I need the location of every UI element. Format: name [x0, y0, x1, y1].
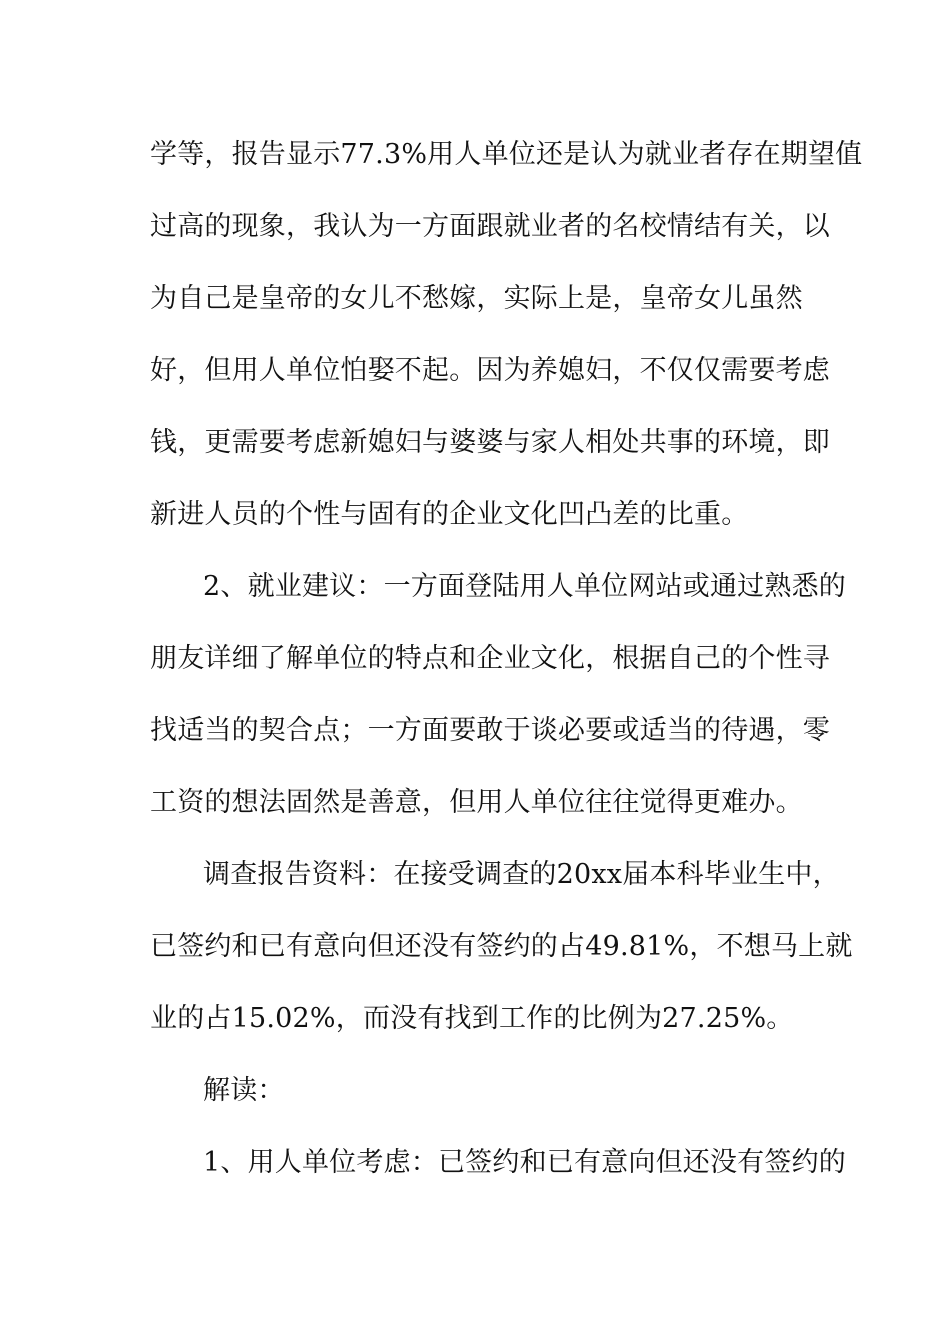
paragraph-line: 为自己是皇帝的女儿不愁嫁，实际上是，皇帝女儿虽然 — [150, 283, 803, 314]
paragraph-line: 朋友详细了解单位的特点和企业文化，根据自己的个性寻 — [150, 643, 830, 674]
paragraph-line: 找适当的契合点；一方面要敢于谈必要或适当的待遇，零 — [150, 715, 830, 746]
paragraph-line: 1、用人单位考虑：已签约和已有意向但还没有签约的 — [203, 1147, 846, 1178]
paragraph-line: 已签约和已有意向但还没有签约的占49.81%，不想马上就 — [150, 931, 853, 962]
paragraph-line: 好，但用人单位怕娶不起。因为养媳妇，不仅仅需要考虑 — [150, 355, 830, 386]
paragraph-line: 钱，更需要考虑新媳妇与婆婆与家人相处共事的环境，即 — [150, 427, 830, 458]
paragraph-line: 调查报告资料：在接受调查的20xx届本科毕业生中， — [203, 859, 840, 890]
paragraph-line: 工资的想法固然是善意，但用人单位往往觉得更难办。 — [150, 787, 803, 818]
paragraph-line: 解读： — [203, 1075, 285, 1106]
paragraph-line: 学等，报告显示77.3%用人单位还是认为就业者存在期望值 — [150, 139, 863, 170]
paragraph-line: 新进人员的个性与固有的企业文化凹凸差的比重。 — [150, 499, 749, 530]
paragraph-line: 过高的现象，我认为一方面跟就业者的名校情结有关，以 — [150, 211, 830, 242]
paragraph-line: 2、就业建议：一方面登陆用人单位网站或通过熟悉的 — [203, 571, 846, 602]
paragraph-line: 业的占15.02%，而没有找到工作的比例为27.25%。 — [150, 1003, 794, 1034]
